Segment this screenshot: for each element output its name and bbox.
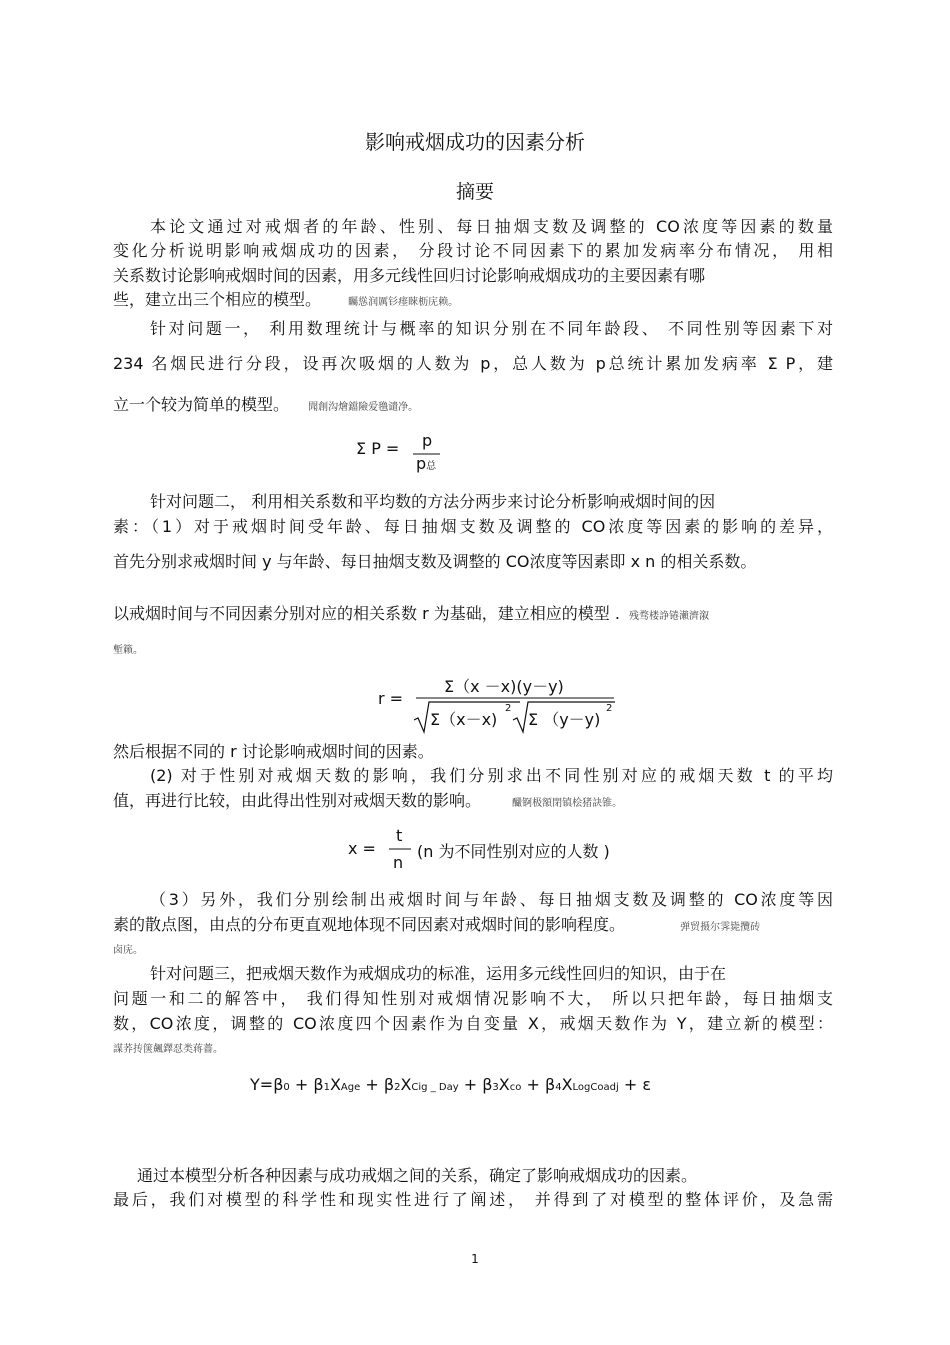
noise-text: 卤庑。 — [113, 945, 143, 956]
formula2-numerator: Σ（x －x)(y－y) — [444, 677, 564, 696]
abstract-p4-line3 — [113, 790, 833, 815]
abstract-p6-line1: 针对问题三，把戒烟天数作为戒烟成功的标准，运用多元线性回归的知识，由于在 — [150, 964, 727, 983]
noise-text: 聞創沟燴鐺險爱氇谴净。 — [308, 402, 419, 413]
formula2-denominator-part1: Σ（x－x) — [430, 710, 498, 729]
formula4 — [250, 1075, 651, 1094]
formula4-sub: 2 — [394, 1082, 401, 1093]
abstract-p3-line1: 针对问题二， 利用相关系数和平均数的方法分两步来讨论分析影响戒烟时间的因 — [150, 492, 716, 511]
formula4-epsilon: + ε — [623, 1075, 651, 1094]
formula3-fraction-bar — [389, 848, 413, 850]
formula3-numerator: t — [396, 826, 403, 845]
abstract-p6-line3: 数，CO浓度，调整的 CO浓度四个因素作为自变量 X，戒烟天数作为 Y，建立新的模型： — [113, 1014, 833, 1033]
abstract-p1-line4-text: 些，建立出三个相应的模型。 — [113, 290, 322, 309]
formula3-lhs: x = — [348, 839, 376, 858]
formula3-note: (n 为不同性别对应的人数 ) — [417, 842, 610, 861]
formula1-lhs: Σ P = — [356, 439, 400, 458]
abstract-p5-line2 — [113, 914, 833, 939]
abstract-p3-line2: 素：（1）对于戒烟时间受年龄、每日抽烟支数及调整的 CO浓度等因素的影响的差异， — [113, 517, 833, 536]
abstract-p3-line4-text: 以戒烟时间与不同因素分别对应的相关系数 r 为基础，建立相应的模型 . — [113, 604, 620, 623]
abstract-p2-line3-text: 立一个较为简单的模型。 — [113, 395, 290, 414]
formula4-beta4: + β — [526, 1075, 556, 1094]
formula4-y: Y= — [250, 1075, 274, 1094]
noise-text: 弹贸摄尔霁毙攬砖 — [680, 922, 761, 933]
abstract-p4-line3-text: 值，再进行比较，由此得出性别对戒烟天数的影响。 — [113, 791, 482, 810]
abstract-p1-line1: 本论文通过对戒烟者的年龄、性别、每日抽烟支数及调整的 CO浓度等因素的数量 — [150, 217, 833, 236]
abstract-p1-line2: 变化分析说明影响戒烟成功的因素， 分段讨论不同因素下的累加发病率分布情况， 用相 — [113, 241, 833, 260]
formula4-x-co: X — [498, 1075, 510, 1094]
formula4-beta1: + β — [294, 1075, 324, 1094]
formula1-den-sub: 总 — [426, 461, 437, 472]
formula2-denominator-part2: Σ （y－y) — [528, 710, 601, 729]
formula4-beta3: + β — [463, 1075, 493, 1094]
formula4-beta0: β — [273, 1075, 284, 1094]
formula4-sub: Cig _ Day — [411, 1082, 459, 1093]
formula4-sub: Age — [340, 1082, 361, 1093]
abstract-p1-line4 — [113, 289, 833, 314]
noise-text: 残骛楼諍锩瀨濟溆 — [629, 611, 710, 622]
formula1-den-symbol: p — [416, 454, 427, 473]
formula4-sub: co — [509, 1082, 522, 1093]
formula4-sub: LogCoadj — [572, 1082, 619, 1093]
formula4-sub: 3 — [492, 1082, 499, 1093]
abstract-p4-line1: 然后根据不同的 r 讨论影响戒烟时间的因素。 — [113, 742, 434, 761]
abstract-p3-line3: 首先分别求戒烟时间 y 与年龄、每日抽烟支数及调整的 CO浓度等因素即 x n 的相关系数。 — [113, 552, 757, 571]
formula3-denominator: n — [393, 853, 404, 872]
noise-text: 矚慫润厲钐瘗睞枥庑赖。 — [348, 297, 459, 308]
noise-text: 謀荞抟箧飆鐸怼类蒋薔。 — [113, 1044, 223, 1055]
formula4-sub: 0 — [283, 1082, 290, 1093]
abstract-p7-line1: 通过本模型分析各种因素与成功戒烟之间的关系，确定了影响戒烟成功的因素。 — [137, 1166, 698, 1185]
formula4-x-cig: X — [400, 1075, 412, 1094]
formula2-exponent-1: 2 — [505, 703, 512, 714]
formula4-x-age: X — [329, 1075, 341, 1094]
abstract-p1-line3: 关系数讨论影响戒烟时间的因素，用多元线性回归讨论影响戒烟成功的主要因素有哪 — [113, 266, 706, 285]
abstract-p2-line2: 234 名烟民进行分段，设再次吸烟的人数为 p，总人数为 p总统计累加发病率 Σ P，建 — [113, 354, 833, 373]
abstract-heading: 摘要 — [455, 181, 494, 203]
formula1-denominator — [416, 454, 436, 473]
abstract-p2-line1: 针对问题一， 利用数理统计与概率的知识分别在不同年龄段、 不同性别等因素下对 — [150, 319, 833, 338]
formula2-exponent-2: 2 — [606, 703, 613, 714]
formula4-sub: 4 — [555, 1082, 562, 1093]
abstract-p6-line2: 问题一和二的解答中， 我们得知性别对戒烟情况影响不大， 所以只把年龄，每日抽烟支 — [113, 989, 833, 1008]
paper-title: 影响戒烟成功的因素分析 — [365, 130, 585, 154]
formula2-lhs: r = — [378, 689, 404, 708]
formula1-numerator: p — [422, 431, 433, 450]
abstract-p5-line1: （3）另外，我们分别绘制出戒烟时间与年龄、每日抽烟支数及调整的 CO浓度等因 — [150, 890, 833, 909]
abstract-p3-line4 — [113, 603, 833, 628]
formula4-beta2: + β — [365, 1075, 395, 1094]
formula4-sub: 1 — [323, 1082, 330, 1093]
abstract-p5-line2-text: 素的散点图，由点的分布更直观地体现不同因素对戒烟时间的影响程度。 — [113, 915, 626, 934]
abstract-p7-line2: 最后，我们对模型的科学性和现实性进行了阐述， 并得到了对模型的整体评价，及急需 — [113, 1190, 833, 1209]
abstract-p4-line2: (2) 对于性别对戒烟天数的影响，我们分别求出不同性别对应的戒烟天数 t 的平均 — [150, 766, 833, 785]
noise-text: 塹籟。 — [113, 645, 143, 656]
formula2-fraction-bar — [416, 697, 616, 699]
abstract-p2-line3 — [113, 394, 833, 419]
noise-text: 釅锕极額閉镇桧猪訣锥。 — [512, 798, 623, 809]
page-number: 1 — [471, 1252, 479, 1266]
formula4-x-logco: X — [561, 1075, 573, 1094]
